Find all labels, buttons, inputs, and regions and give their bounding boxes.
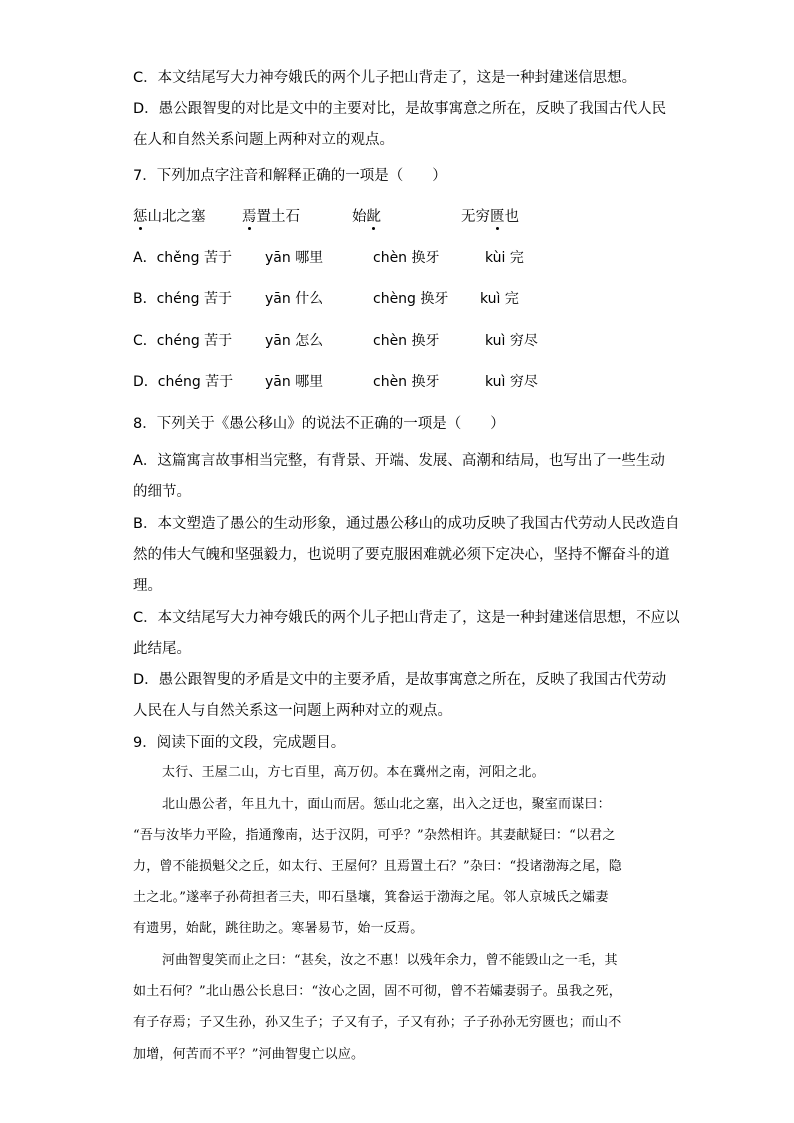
q7-option-c-col3: chèn 换牙 [373, 333, 440, 349]
q7-option-d-col3: chèn 换牙 [373, 374, 440, 390]
q8-line-4: 然的伟大气魄和坚强毅力，也说明了要克服困难就必须下定决心，坚持不懈奋斗的道 [133, 547, 670, 563]
q8-line-3: B．本文塑造了愚公的生动形象，通过愚公移山的成功反映了我国古代劳动人民改造自 [133, 516, 680, 532]
q7-option-b-col2: yān 什么 [265, 291, 324, 307]
q8-stem: 8．下列关于《愚公移山》的说法不正确的一项是（ ） [133, 416, 505, 432]
q9-passage-line-3: “吾与汝毕力平险，指通豫南，达于汉阴，可乎？”杂然相许。其妻献疑曰：“以君之 [133, 828, 616, 843]
q7-option-b-col1: B．chéng 苦于 [133, 291, 232, 307]
dotted-char: 惩 [133, 209, 148, 225]
q7-option-a-col3: chèn 换牙 [373, 250, 440, 266]
q9-passage-line-9: 有子存焉；子又生孙，孙又生子；子又有子，子又有孙；子子孙孙无穷匮也；而山不 [133, 1015, 622, 1030]
q7-option-b-col3: chèng 换牙 [373, 291, 449, 307]
q7-word-1: 惩山北之塞 [133, 209, 206, 225]
q9-stem: 9．阅读下面的文段，完成题目。 [133, 735, 346, 751]
q7-word-3: 始龀 [352, 209, 381, 225]
q9-passage-line-5: 土之北。”遂率子孙荷担者三夫，叩石垦壤，箕畚运于渤海之尾。邻人京城氏之孀妻 [133, 890, 609, 905]
q6-option-c: C．本文结尾写大力神夸娥氏的两个儿子把山背走了，这是一种封建迷信思想。 [133, 70, 637, 86]
q9-passage-line-10: 加增，何苦而不平？”河曲智叟亡以应。 [133, 1047, 365, 1062]
q9-passage-line-2: 北山愚公者，年且九十，面山而居。惩山北之塞，出入之迂也，聚室而谋曰： [162, 797, 611, 812]
q8-line-5: 理。 [133, 578, 162, 594]
q7-option-a-col4: kùi 完 [485, 250, 524, 266]
q7-word-4: 无穷匮也 [461, 209, 519, 225]
dotted-char: 匮 [490, 209, 505, 225]
q6-option-d-line1: D．愚公跟智叟的对比是文中的主要对比，是故事寓意之所在，反映了我国古代人民 [133, 101, 667, 117]
q7-stem: 7．下列加点字注音和解释正确的一项是（ ） [133, 168, 447, 184]
q7-option-c-col4: kuì 穷尽 [485, 333, 538, 349]
dotted-char: 龀 [366, 209, 381, 225]
q9-passage-line-8: 如土石何？”北山愚公长息曰：“汝心之固，固不可彻，曾不若孀妻弱子。虽我之死， [133, 984, 622, 999]
q8-line-1: A．这篇寓言故事相当完整，有背景、开端、发展、高潮和结局，也写出了一些生动 [133, 453, 665, 469]
q8-line-6: C．本文结尾写大力神夸娥氏的两个儿子把山背走了，这是一种封建迷信思想，不应以 [133, 610, 680, 626]
q7-option-d-col1: D．chéng 苦于 [133, 374, 234, 390]
q7-option-d-col2: yān 哪里 [265, 374, 324, 390]
q7-option-c-col1: C．chéng 苦于 [133, 333, 233, 349]
q7-option-d-col4: kuì 穷尽 [485, 374, 538, 390]
q7-option-c-col2: yān 怎么 [265, 333, 324, 349]
q9-passage-line-6: 有遗男，始龀，跳往助之。寒暑易节，始一反焉。 [133, 921, 424, 936]
q8-line-2: 的细节。 [133, 484, 191, 500]
q6-option-d-line2: 在人和自然关系问题上两种对立的观点。 [133, 132, 394, 148]
q9-passage-line-7: 河曲智叟笑而止之曰：“甚矣，汝之不惠！以残年余力，曾不能毁山之一毛，其 [162, 953, 618, 968]
dotted-char: 焉 [242, 209, 257, 225]
q7-word-2: 焉置土石 [242, 209, 300, 225]
q8-line-7: 此结尾。 [133, 641, 191, 657]
q7-option-b-col4: kuì 完 [480, 291, 519, 307]
q7-option-a-col1: A．chěng 苦于 [133, 250, 232, 266]
q7-option-a-col2: yān 哪里 [265, 250, 324, 266]
q9-passage-line-1: 太行、王屋二山，方七百里，高万仞。本在冀州之南，河阳之北。 [162, 765, 545, 780]
q8-line-8: D．愚公跟智叟的矛盾是文中的主要矛盾，是故事寓意之所在，反映了我国古代劳动 [133, 672, 667, 688]
q9-passage-line-4: 力，曾不能损魁父之丘，如太行、王屋何？且焉置土石？”杂曰：“投诸渤海之尾，隐 [133, 859, 622, 874]
q8-line-9: 人民在人与自然关系这一问题上两种对立的观点。 [133, 703, 452, 719]
